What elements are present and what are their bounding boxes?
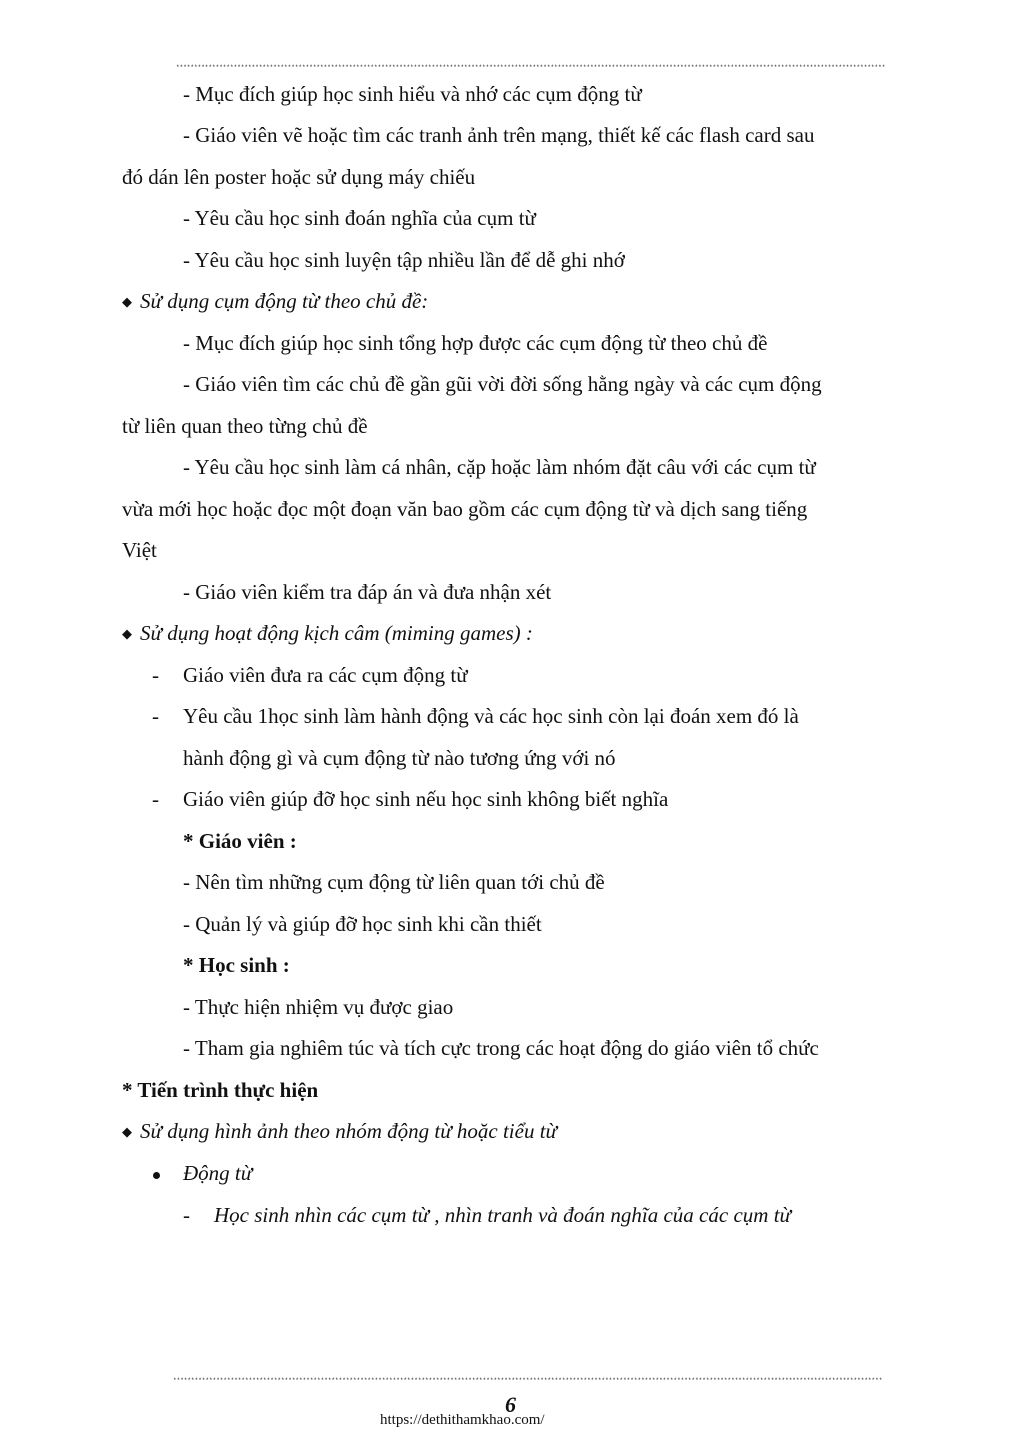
dash-marker: -: [152, 704, 159, 728]
paragraph-sentences-2: vừa mới học hoặc đọc một đoạn văn bao gồm các cụm động từ và dịch sang tiếng: [122, 497, 808, 521]
top-separator: *****************************************************************************************************************************************************************************************************: [176, 64, 886, 71]
teacher-item-1: - Nên tìm những cụm động từ liên quan tới chủ đề: [183, 870, 605, 894]
diamond-bullet-icon: ◆: [122, 1124, 132, 1139]
heading-images-by-group: [122, 1118, 557, 1145]
teacher-heading: * Giáo viên :: [183, 829, 297, 853]
paragraph-topics-1: - Giáo viên tìm các chủ đề gần gũi vời đời sống hằng ngày và các cụm động: [183, 372, 822, 396]
round-bullet-icon: [153, 1172, 160, 1179]
paragraph-purpose-2: - Mục đích giúp học sinh tổng hợp được các cụm động từ theo chủ đề: [183, 331, 768, 355]
paragraph-sentences-3: Việt: [122, 538, 157, 562]
teacher-item-2: - Quản lý và giúp đỡ học sinh khi cần thiết: [183, 912, 542, 936]
diamond-bullet-icon: ◆: [122, 294, 132, 309]
footer-url-link[interactable]: https://dethithamkhao.com/: [380, 1412, 545, 1428]
bullet-verb: Động từ: [183, 1161, 253, 1185]
heading-text: Sử dụng hoạt động kịch câm (miming games) :: [140, 621, 533, 645]
paragraph-guess-meaning: - Yêu cầu học sinh đoán nghĩa của cụm từ: [183, 206, 536, 230]
dash-marker: -: [183, 1203, 190, 1227]
paragraph-check-answers: - Giáo viên kiểm tra đáp án và đưa nhận xét: [183, 580, 552, 604]
list-item-student-acts-1: Yêu cầu 1học sinh làm hành động và các học sinh còn lại đoán xem đó là: [183, 704, 799, 728]
paragraph-teacher-draw-2: đó dán lên poster hoặc sử dụng máy chiếu: [122, 165, 476, 189]
heading-text: Sử dụng hình ảnh theo nhóm động từ hoặc tiểu từ: [140, 1119, 557, 1143]
heading-miming-games: [122, 620, 533, 647]
student-item-2: - Tham gia nghiêm túc và tích cực trong các hoạt động do giáo viên tổ chức: [183, 1036, 819, 1060]
sub-item-students-guess: Học sinh nhìn các cụm từ , nhìn tranh và đoán nghĩa của các cụm từ: [214, 1203, 791, 1227]
bottom-separator: *****************************************************************************************************************************************************************************************************: [173, 1377, 883, 1384]
paragraph-purpose-1: - Mục đích giúp học sinh hiểu và nhớ các cụm động từ: [183, 82, 642, 106]
heading-topic-phrasal-verbs: [122, 288, 428, 315]
dash-marker: -: [152, 787, 159, 811]
dash-marker: -: [152, 663, 159, 687]
student-heading: * Học sinh :: [183, 953, 290, 977]
list-item-student-acts-2: hành động gì và cụm động từ nào tương ứng với nó: [183, 746, 616, 770]
paragraph-practice: - Yêu cầu học sinh luyện tập nhiều lần để dễ ghi nhớ: [183, 248, 625, 272]
heading-process: * Tiến trình thực hiện: [122, 1078, 319, 1102]
list-item-teacher-gives: Giáo viên đưa ra các cụm động từ: [183, 663, 468, 687]
page-number: 6: [505, 1392, 516, 1417]
paragraph-topics-2: từ liên quan theo từng chủ đề: [122, 414, 368, 438]
paragraph-sentences-1: - Yêu cầu học sinh làm cá nhân, cặp hoặc làm nhóm đặt câu với các cụm từ: [183, 455, 816, 479]
diamond-bullet-icon: ◆: [122, 626, 132, 641]
list-item-teacher-helps: Giáo viên giúp đỡ học sinh nếu học sinh không biết nghĩa: [183, 787, 669, 811]
paragraph-teacher-draw-1: - Giáo viên vẽ hoặc tìm các tranh ảnh trên mạng, thiết kế các flash card sau: [183, 123, 815, 147]
heading-text: Sử dụng cụm động từ theo chủ đề:: [140, 289, 429, 313]
student-item-1: - Thực hiện nhiệm vụ được giao: [183, 995, 454, 1019]
